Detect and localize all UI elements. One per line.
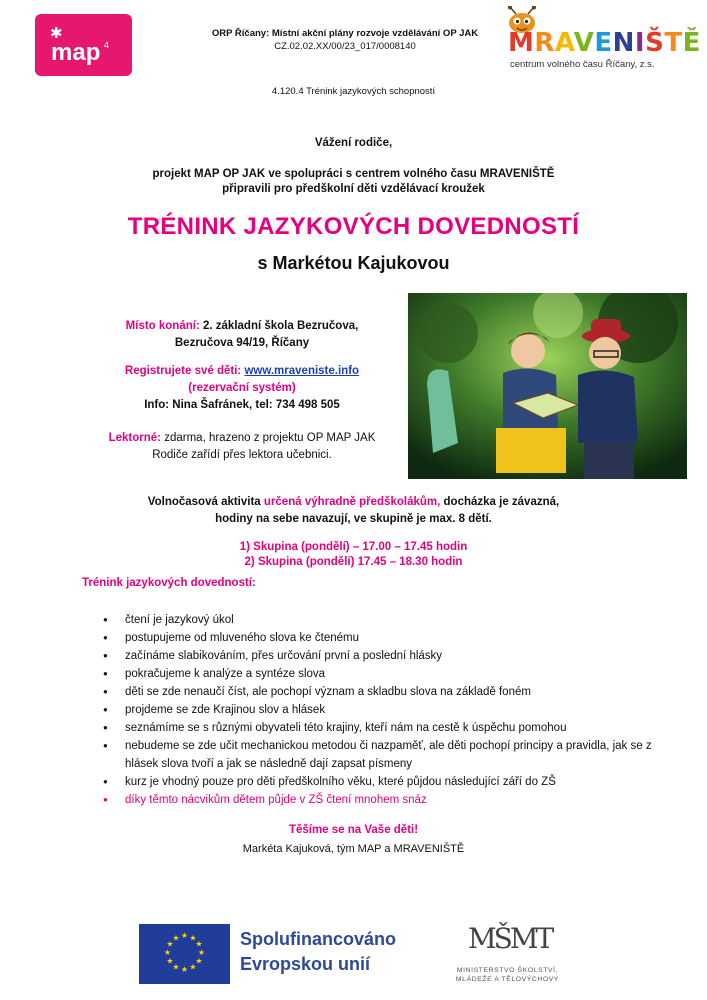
subtitle: s Markétou Kajukovou — [257, 253, 450, 273]
textbook-note: Rodiče zařídí přes lektora učebnici. — [152, 449, 332, 461]
eu-line-2: Evropskou unií — [240, 954, 371, 974]
svg-text:★: ★ — [172, 962, 180, 972]
msmt-mark: MŠMT — [468, 922, 552, 955]
list-item: ● nebudeme se zde učit mechanickou metodou či nazpaměť, ale děti pochopí principy a pravidla, jak se z hlásek slova tvoří a jak se následně dají zapsat písmeny — [103, 737, 663, 773]
place-value-2: Bezručova 94/19, Říčany — [174, 337, 310, 349]
lector-fee-value: zdarma, hrazeno z projektu OP MAP JAK — [164, 432, 376, 444]
activity-part-2: určená výhradně předškolákům, — [263, 496, 441, 508]
eu-flag-logo — [139, 924, 230, 984]
svg-text:★: ★ — [189, 933, 197, 943]
header-text — [150, 27, 540, 53]
place-block — [82, 318, 402, 352]
map-logo — [35, 14, 132, 76]
mraveniste-logo — [496, 6, 701, 72]
svg-text:★: ★ — [166, 939, 174, 949]
activity-line-2: hodiny na sebe navazují, ve skupině je max. 8 dětí. — [215, 513, 492, 525]
activity-part-3: docházka je závazná, — [443, 496, 560, 508]
svg-text:★: ★ — [166, 956, 174, 966]
msmt-logo — [440, 920, 575, 990]
svg-text:★: ★ — [163, 948, 172, 957]
svg-text:★: ★ — [172, 933, 180, 943]
svg-text:★: ★ — [197, 948, 206, 957]
activity-text — [0, 494, 707, 528]
greeting: Vážení rodiče, — [314, 137, 393, 149]
group-2: 2) Skupina (pondělí) 17.45 – 18.30 hodin — [244, 556, 463, 568]
msmt-line-2: MLÁDEŽE A TĚLOVÝCHOVY — [455, 976, 560, 983]
map-logo-text: map — [51, 39, 101, 66]
photo-illustration — [408, 293, 687, 479]
svg-text:★: ★ — [195, 939, 203, 949]
registration-label: Registrujete své děti: — [124, 365, 242, 377]
intro-line-1: projekt MAP OP JAK ve spolupráci s centrem volného času MRAVENIŠTĚ — [152, 168, 555, 180]
list-item: ● seznámíme se s různými obyvateli této krajiny, kteří nám na cestě k úspěchu pomohou — [103, 719, 663, 737]
svg-text:★: ★ — [195, 956, 203, 966]
eu-line-1: Spolufinancováno — [240, 929, 397, 949]
closing-line: Těšíme se na Vaše děti! — [288, 824, 419, 836]
mraveniste-subtitle: centrum volného času Říčany, z.s. — [510, 59, 655, 70]
activity-part-1: Volnočasová aktivita — [147, 496, 261, 508]
skills-bullet-list — [103, 611, 663, 809]
list-item: ● začínáme slabikováním, přes určování první a poslední hlásky — [103, 647, 663, 665]
groups-list — [0, 540, 707, 570]
list-item: ● projdeme se zde Krajinou slov a hlásek — [103, 701, 663, 719]
eu-cofunding-text — [240, 927, 396, 977]
place-label: Místo konání: — [125, 320, 200, 332]
contact-info: Info: Nina Šafránek, tel: 734 498 505 — [144, 399, 340, 411]
signature: Markéta Kajuková, tým MAP a MRAVENIŠTĚ — [242, 843, 465, 855]
intro-line-2: připravili pro předškolní děti vzdělávací kroužek — [222, 183, 485, 195]
list-item: ● pokračujeme k analýze a syntéze slova — [103, 665, 663, 683]
place-value-1: 2. základní škola Bezručova, — [203, 320, 359, 332]
list-item: ● čtení je jazykový úkol — [103, 611, 663, 629]
list-item: ● postupujeme od mluveného slova ke čtenému — [103, 629, 663, 647]
lector-fee-block — [82, 430, 402, 464]
skills-list-title: Trénink jazykových dovedností: — [82, 577, 256, 589]
children-reading-photo — [408, 293, 687, 479]
msmt-line-1: MINISTERSTVO ŠKOLSTVÍ, — [456, 967, 559, 974]
registration-link[interactable]: www.mraveniste.info — [244, 365, 360, 377]
list-item: ● díky těmto nácvikům dětem půjde v ZŠ čtení mnohem snáz — [103, 791, 663, 809]
list-item: ● děti se zde nenaučí číst, ale pochopí význam a skladbu slova na základě foném — [103, 683, 663, 701]
header-registration-number: CZ.02.02.XX/00/23_017/0008140 — [274, 41, 416, 52]
header-project-line: ORP Říčany: Místní akční plány rozvoje vzdělávání OP JAK — [211, 28, 479, 39]
svg-text:★: ★ — [189, 962, 197, 972]
mraveniste-wordmark: MRAVENIŠTĚ — [508, 28, 701, 58]
svg-text:★: ★ — [180, 965, 189, 974]
svg-text:★: ★ — [180, 931, 189, 940]
main-title: TRÉNINK JAZYKOVÝCH DOVEDNOSTÍ — [127, 213, 580, 240]
list-item: ● kurz je vhodný pouze pro děti předškolního věku, které půjdou následující září do ZŠ — [103, 773, 663, 791]
registration-block — [82, 363, 402, 414]
lector-fee-label: Lektorné: — [108, 432, 162, 444]
asterisk-icon: ✱ — [50, 25, 63, 42]
group-1: 1) Skupina (pondělí) – 17.00 – 17.45 hodin — [239, 541, 468, 553]
document-code: 4.120.4 Trénink jazykových schopností — [271, 86, 436, 97]
reservation-system-note: (rezervační systém) — [188, 382, 296, 394]
eu-stars-icon — [139, 924, 230, 984]
map-logo-sup: 4 — [104, 40, 110, 50]
